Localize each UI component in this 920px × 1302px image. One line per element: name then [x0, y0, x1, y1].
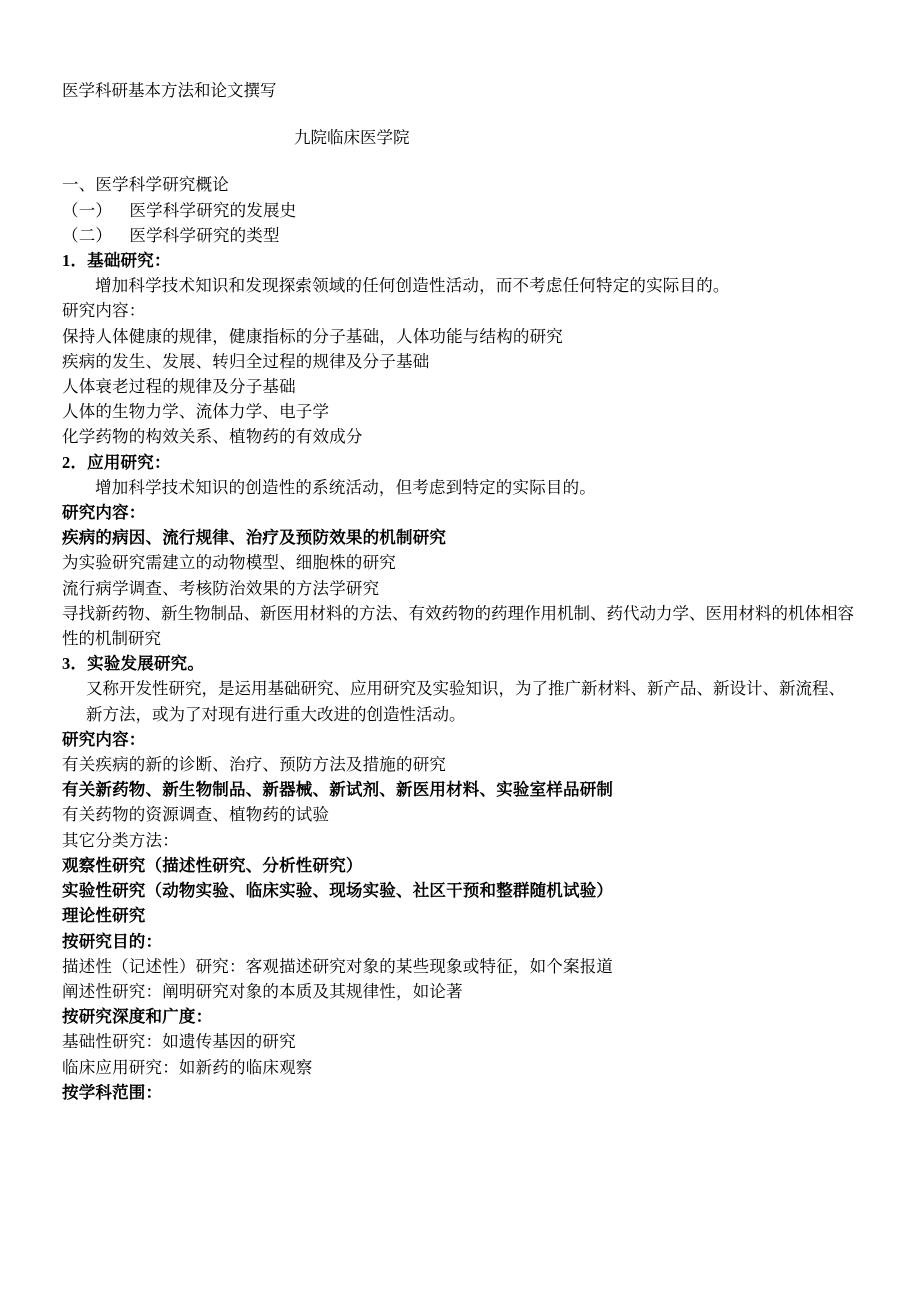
body-line: 描述性（记述性）研究：客观描述研究对象的某些现象或特征，如个案报道: [62, 956, 614, 976]
subtitle-spacer: [62, 150, 858, 172]
body-line: 理论性研究: [62, 906, 146, 926]
body-line: 临床应用研究：如新药的临床观察: [62, 1057, 313, 1077]
body-line: 增加科学技术知识和发现探索领域的任何创造性活动，而不考虑任何特定的实际目的。: [95, 276, 730, 296]
body-line: 流行病学调查、考核防治效果的方法学研究: [62, 578, 380, 598]
body-line: 按研究深度和广度：: [62, 1007, 213, 1027]
body-line: 研究内容：: [62, 729, 146, 749]
body-line: 保持人体健康的规律，健康指标的分子基础，人体功能与结构的研究: [62, 326, 563, 346]
title-spacer: [62, 103, 858, 125]
body-line: 化学药物的构效关系、植物药的有效成分: [62, 427, 363, 447]
document-subtitle: 九院临床医学院: [294, 128, 410, 148]
body-line: 其它分类方法：: [62, 830, 179, 850]
body-line: 实验性研究（动物实验、临床实验、现场实验、社区干预和整群随机试验）: [62, 881, 614, 901]
body-line: 疾病的发生、发展、转归全过程的规律及分子基础: [62, 351, 430, 371]
document-title: 医学科研基本方法和论文撰写: [62, 81, 277, 100]
body-line: 人体衰老过程的规律及分子基础: [62, 377, 296, 397]
document-body: [62, 172, 858, 1105]
body-line: 阐述性研究：阐明研究对象的本质及其规律性，如论著: [62, 981, 463, 1001]
body-line: 研究内容：: [62, 301, 146, 321]
body-line: 2．应用研究：: [62, 452, 171, 472]
body-line: 增加科学技术知识的创造性的系统活动，但考虑到特定的实际目的。: [95, 477, 596, 497]
body-line: 按研究目的：: [62, 931, 163, 951]
body-line: 观察性研究（描述性研究、分析性研究）: [62, 855, 363, 875]
body-line: 1．基础研究：: [62, 251, 171, 271]
body-line: 又称开发性研究，是运用基础研究、应用研究及实验知识，为了推广新材料、新产品、新设计、新流程、新方法，或为了对现有进行重大改进的创造性活动。: [86, 679, 845, 724]
body-line: 疾病的病因、流行规律、治疗及预防效果的机制研究: [62, 528, 447, 548]
body-line: （二） 医学科学研究的类型: [62, 225, 280, 245]
body-line: 3．实验发展研究。: [62, 654, 205, 674]
body-line: 人体的生物力学、流体力学、电子学: [62, 402, 330, 422]
body-line: 有关药物的资源调查、植物药的试验: [62, 805, 330, 825]
body-line: 有关新药物、新生物制品、新器械、新试剂、新医用材料、实验室样品研制: [62, 780, 614, 800]
body-line: 为实验研究需建立的动物模型、细胞株的研究: [62, 553, 396, 573]
body-line: 一、医学科学研究概论: [62, 175, 229, 195]
body-line: 研究内容：: [62, 503, 146, 523]
body-line: 按学科范围：: [62, 1082, 163, 1102]
body-line: 寻找新药物、新生物制品、新医用材料的方法、有效药物的药理作用机制、药代动力学、医用材料的机体相容性的机制研究: [62, 603, 854, 649]
body-line: 有关疾病的新的诊断、治疗、预防方法及措施的研究: [62, 755, 447, 775]
body-line: 基础性研究：如遗传基因的研究: [62, 1032, 296, 1052]
body-line: （一） 医学科学研究的发展史: [62, 200, 297, 220]
